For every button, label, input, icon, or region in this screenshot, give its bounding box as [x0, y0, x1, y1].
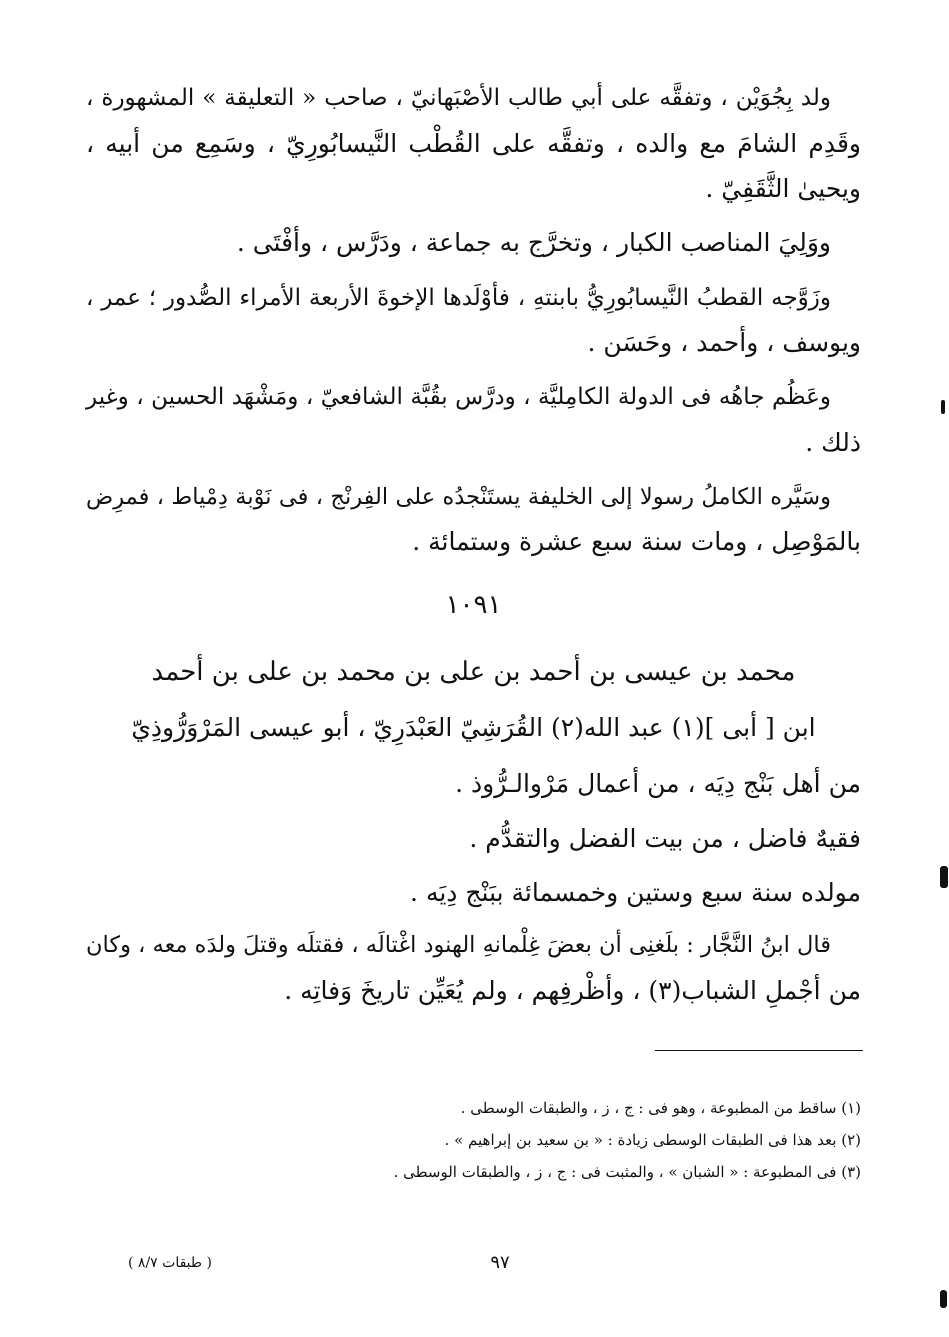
entry-line-4: قال ابنُ النَّجَّار : بلَغنِى أن بعضَ غِلْمانهِ الهنود اغْتالَه ، فقتلَه وقتلَ ولدَه معه ، وكان [86, 932, 831, 958]
entry-title-line-2: ابن [ أبى ](١) عبد الله(٢) القُرَشِيّ العَبْدَرِيّ ، أبو عيسى المَرْوَرُّوذِيّ [131, 713, 816, 742]
body-line-9: وسَيَّره الكاملُ رسولا إلى الخليفة يستَنْجدُه على الفِرنْج ، فى نَوْبة دِمْياط ، فمرِض [86, 484, 831, 510]
body-line-4: ووَلِيَ المناصب الكبار ، وتخرَّج به جماعة ، ودَرَّس ، وأفْتَى . [236, 228, 831, 257]
entry-line-2: فقيهٌ فاضل ، من بيت الفضل والتقدُّم . [469, 824, 861, 853]
entry-title-line-1: محمد بن عيسى بن أحمد بن على بن محمد بن على بن أحمد [151, 657, 796, 687]
entry-number: ١٠٩١ [445, 590, 502, 620]
body-line-1: ولد بِجُوَيْن ، وتفقَّه على أبي طالب الأصْبَهانيّ ، صاحب « التعليقة » المشهورة ، [86, 85, 831, 111]
body-line-8: ذلك . [805, 428, 861, 457]
signature-mark: ( طبقات ٨/٧ ) [128, 1255, 212, 1271]
entry-line-3: مولده سنة سبع وستين وخمسمائة ببَنْج دِيَه . [410, 878, 861, 907]
body-line-5: وزَوَّجه القطبُ النَّيسابُورِيُّ بابنتهِ ، فأوْلَدها الإخوةَ الأربعة الأمراء الصُّدور ؛ عمر ، [86, 285, 831, 311]
scan-edge-mark [940, 1290, 947, 1308]
entry-line-5: من أجْملِ الشباب(٣) ، وأظْرفِهم ، ولم يُعَيِّن تاريخَ وَفاتِه . [284, 976, 861, 1005]
footnote-3: (٣) فى المطبوعة : « الشبان » ، والمثبت فى : ج ، ز ، والطبقات الوسطى . [393, 1163, 861, 1181]
body-line-6: ويوسف ، وأحمد ، وحَسَن . [587, 328, 861, 357]
page-number: ٩٧ [490, 1252, 510, 1273]
body-line-2: وقَدِم الشامَ مع والده ، وتفقَّه على القُطْب النَّيسابُورِيّ ، وسَمِع من أبيه ، [86, 129, 861, 158]
body-line-10: بالمَوْصِل ، ومات سنة سبع عشرة وستمائة . [412, 527, 861, 556]
body-line-3: ويحيىٰ الثَّقَفِيّ . [705, 174, 861, 203]
footnote-1: (١) ساقط من المطبوعة ، وهو فى : ج ، ز ، والطبقات الوسطى . [460, 1099, 861, 1117]
scan-edge-mark [940, 866, 948, 888]
body-line-7: وعَظُم جاهُه فى الدولة الكامِليَّة ، ودرَّس بقُبَّة الشافعيّ ، ومَشْهَد الحسين ، وغير [86, 384, 831, 410]
footnote-2: (٢) بعد هذا فى الطبقات الوسطى زيادة : « بن سعيد بن إبراهيم » . [444, 1131, 861, 1149]
scan-edge-mark [941, 400, 945, 414]
entry-line-1: من أهل بَنْج دِيَه ، من أعمال مَرْوالـرُّوذ . [455, 769, 861, 798]
footnote-divider [655, 1050, 863, 1051]
